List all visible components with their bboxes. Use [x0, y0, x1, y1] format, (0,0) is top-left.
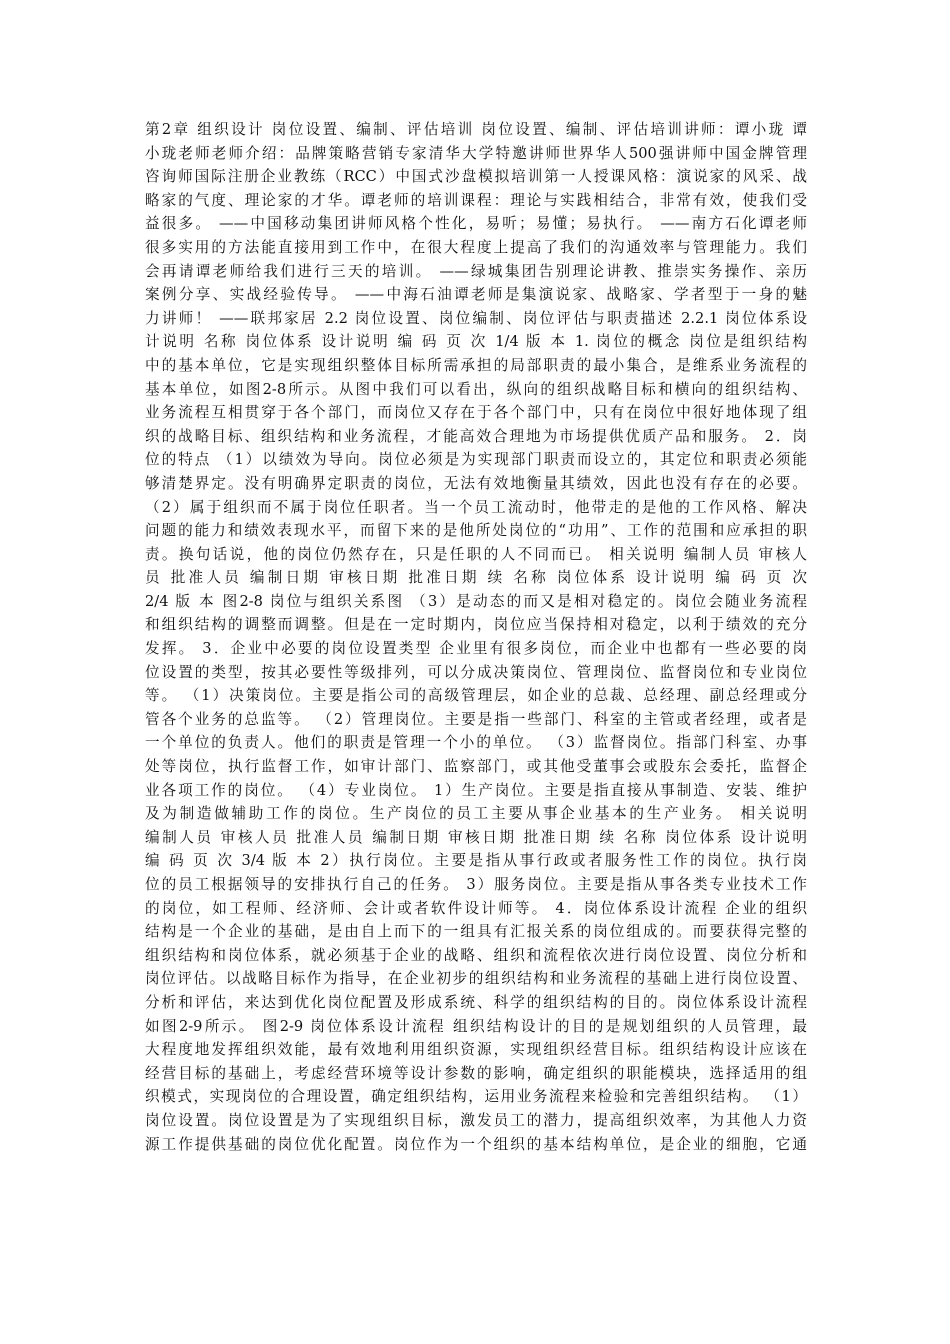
- text-line: 分析和评估，来达到优化岗位配置及形成系统、科学的组织结构的目的。岗位体系设计流程: [145, 993, 807, 1011]
- text-line: 组织结构和岗位体系，就必须基于企业的战略、组织和流程依次进行岗位设置、岗位分析和: [145, 946, 807, 964]
- text-line: 发挥。 3．企业中必要的岗位设置类型 企业里有很多岗位，而企业中也都有一些必要的岗: [145, 640, 807, 658]
- text-line: 位的员工根据领导的安排执行自己的任务。 3）服务岗位。主要是指从事各类专业技术工作: [145, 876, 807, 893]
- text-line: 一个单位的负责人。他们的职责是管理一个小的单位。 （3）监督岗位。指部门科室、办事: [145, 734, 807, 752]
- text-line: 会再请谭老师给我们进行三天的培训。 ——绿城集团告别理论讲教、推崇实务操作、亲历: [145, 262, 807, 280]
- text-line: 位设置的类型，按其必要性等级排列，可以分成决策岗位、管理岗位、监督岗位和专业岗位: [145, 663, 807, 681]
- text-line: 基本单位，如图2-8所示。从图中我们可以看出，纵向的组织战略目标和横向的组织结构、: [145, 380, 807, 398]
- text-line: 管各个业务的总监等。 （2）管理岗位。主要是指一些部门、科室的主管或者经理，或者是: [145, 710, 807, 728]
- text-line: 略家的气度、理论家的才华。谭老师的培训课程：理论与实践相结合，非常有效，使我们受: [145, 191, 807, 209]
- text-line: 咨询师国际注册企业教练（RCC）中国式沙盘模拟培训第一人授课风格：演说家的风采、战: [145, 168, 807, 186]
- text-line: （2）属于组织而不属于岗位任职者。当一个员工流动时，他带走的是他的工作风格、解决: [145, 498, 807, 516]
- text-line: 源工作提供基础的岗位优化配置。岗位作为一个组织的基本结构单位，是企业的细胞，它通: [145, 1135, 807, 1153]
- text-line: 问题的能力和绩效表现水平，而留下来的是他所处岗位的“功用”、工作的范围和应承担的职: [145, 522, 807, 540]
- text-line: 织的战略目标、组织结构和业务流程，才能高效合理地为市场提供优质产品和服务。 2．岗: [145, 427, 807, 445]
- text-line: 等。 （1）决策岗位。主要是指公司的高级管理层，如企业的总裁、总经理、副总经理或分: [145, 687, 807, 705]
- text-line: 够清楚界定。没有明确界定职责的岗位，无法有效地衡量其绩效，因此也没有存在的必要。: [145, 474, 807, 492]
- text-line: 结构是一个企业的基础，是由自上而下的一组具有汇报关系的岗位组成的。而要获得完整的: [145, 923, 807, 941]
- text-line: 岗位评估。以战略目标作为指导，在企业初步的组织结构和业务流程的基础上进行岗位设置、: [145, 970, 807, 988]
- text-line: 2/4 版 本 图2-8 岗位与组织关系图 （3）是动态的而又是相对稳定的。岗位会随业务流程: [145, 592, 807, 610]
- text-line: 很多实用的方法能直接用到工作中，在很大程度上提高了我们的沟通效率与管理能力。我们: [145, 238, 807, 256]
- text-line: 和组织结构的调整而调整。但是在一定时期内，岗位应当保持相对稳定，以利于绩效的充分: [145, 616, 807, 634]
- text-line: 大程度地发挥组织效能，最有效地利用组织资源，实现组织经营目标。组织结构设计应该在: [145, 1041, 807, 1059]
- text-line: 员 批准人员 编制日期 审核日期 批准日期 续 名称 岗位体系 设计说明 编 码 页 次: [145, 569, 807, 587]
- text-line: 力讲师！ ——联邦家居 2.2 岗位设置、岗位编制、岗位评估与职责描述 2.2.1 岗位体系设: [145, 309, 807, 327]
- text-line: 如图2-9所示。 图2-9 岗位体系设计流程 组织结构设计的目的是规划组织的人员管理，最: [145, 1017, 807, 1035]
- document-page: [145, 118, 807, 1156]
- text-line: 计说明 名称 岗位体系 设计说明 编 码 页 次 1/4 版 本 1. 岗位的概念 岗位是组织结构: [145, 333, 807, 351]
- text-line: 责。换句话说，他的岗位仍然存在，只是任职的人不同而已。 相关说明 编制人员 审核人: [145, 545, 807, 563]
- text-line: 处等岗位，执行监督工作，如审计部门、监察部门，或其他受董事会或股东会委托，监督企: [145, 758, 807, 776]
- text-line: 益很多。 ——中国移动集团讲师风格个性化，易听；易懂；易执行。 ——南方石化谭老师: [145, 215, 807, 233]
- text-line: 经营目标的基础上，考虑经营环境等设计参数的影响，确定组织的职能模块，选择适用的组: [145, 1064, 807, 1082]
- text-line: 业各项工作的岗位。 （4）专业岗位。 1）生产岗位。主要是指直接从事制造、安装、维护: [145, 781, 807, 799]
- text-line: 编制人员 审核人员 批准人员 编制日期 审核日期 批准日期 续 名称 岗位体系 设计说明: [145, 828, 807, 846]
- text-line: 第2章 组织设计 岗位设置、编制、评估培训 岗位设置、编制、评估培训讲师：谭小珑 谭: [145, 121, 807, 138]
- text-line: 案例分享、实战经验传导。 ——中海石油谭老师是集演说家、战略家、学者型于一身的魅: [145, 286, 807, 304]
- text-line: 编 码 页 次 3/4 版 本 2）执行岗位。主要是指从事行政或者服务性工作的岗位。执行岗: [145, 852, 807, 870]
- text-line: 小珑老师老师介绍：品牌策略营销专家清华大学特邀讲师世界华人500强讲师中国金牌管理: [145, 144, 807, 162]
- text-line: 岗位设置。岗位设置是为了实现组织目标，激发员工的潜力，提高组织效率，为其他人力资: [145, 1111, 807, 1129]
- text-line: 位的特点 （1）以绩效为导向。岗位必须是为实现部门职责而设立的，其定位和职责必须能: [145, 451, 807, 469]
- text-line: 中的基本单位，它是实现组织整体目标所需承担的局部职责的最小集合，是维系业务流程的: [145, 356, 807, 374]
- text-line: 及为制造做辅助工作的岗位。生产岗位的员工主要从事企业基本的生产业务。 相关说明: [145, 805, 807, 823]
- text-line: 业务流程互相贯穿于各个部门，而岗位又存在于各个部门中，只有在岗位中很好地体现了组: [145, 404, 807, 422]
- text-line: 的岗位，如工程师、经济师、会计或者软件设计师等。 4．岗位体系设计流程 企业的组织: [145, 899, 807, 917]
- text-line: 织模式，实现岗位的合理设置，确定组织结构，运用业务流程来检验和完善组织结构。 （1）: [145, 1088, 807, 1106]
